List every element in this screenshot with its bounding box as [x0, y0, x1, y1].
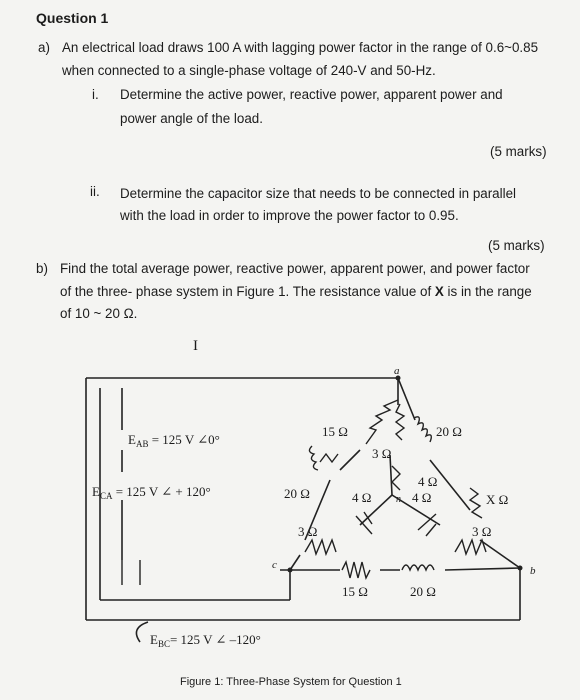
- part-a-i-line-1: Determine the active power, reactive power, apparent power and: [120, 87, 503, 102]
- part-a-i-marks: (5 marks): [490, 144, 547, 159]
- node-b-label: b: [530, 565, 536, 577]
- resistor-20-top-label: 20 Ω: [436, 424, 462, 439]
- resistor-3-right-label: 3 Ω: [472, 524, 492, 539]
- resistor-4-a-label: 4 Ω: [418, 474, 438, 489]
- part-a-i-line-2: power angle of the load.: [120, 111, 263, 126]
- part-a-ii-marks: (5 marks): [488, 238, 545, 253]
- resistor-15-top-label: 15 Ω: [322, 424, 348, 439]
- source-eca-label: $E_{CA} = 125$ V ∠ + 120°: [92, 484, 211, 501]
- part-a-i-label: i.: [92, 87, 99, 102]
- source-ebc-label: $E_{BC}= 125$ V ∠ –120°: [150, 632, 261, 649]
- node-c-label: c: [272, 559, 277, 571]
- resistor-4-c-label: 4 Ω: [412, 490, 432, 505]
- part-a-ii-line-1: Determine the capacitor size that needs to be connected in parallel: [120, 186, 517, 201]
- source-eab-label: $E_{AB} = 125$ V ∠0°: [128, 432, 220, 449]
- node-a-label: a: [394, 365, 400, 377]
- resistor-20-left-label: 20 Ω: [284, 486, 310, 501]
- neutral-n-label: n: [396, 494, 401, 505]
- part-a-ii-label: ii.: [90, 184, 100, 199]
- part-a-label: a): [38, 40, 50, 55]
- part-b-label: b): [36, 261, 48, 276]
- three-phase-circuit-diagram: [0, 330, 580, 700]
- part-a-ii-line-2: with the load in order to improve the power factor to 0.95.: [120, 208, 459, 223]
- figure-caption: Figure 1: Three-Phase System for Question 1: [180, 676, 402, 688]
- part-a-line-2: when connected to a single-phase voltage of 240-V and 50-Hz.: [62, 63, 436, 78]
- resistor-20-bottom-label: 20 Ω: [410, 584, 436, 599]
- text-cursor-icon: I: [193, 338, 198, 354]
- part-b-line-2: of the three- phase system in Figure 1. The resistance value of X is in the range: [60, 284, 532, 299]
- source-arrows: [122, 560, 140, 585]
- circuit-wires: [86, 378, 520, 642]
- resistor-15-bottom-label: 15 Ω: [342, 584, 368, 599]
- part-a-line-1: An electrical load draws 100 A with lagging power factor in the range of 0.6~0.85: [62, 40, 539, 55]
- resistor-4-b-label: 4 Ω: [352, 490, 372, 505]
- part-b-line-1: Find the total average power, reactive power, apparent power, and power factor: [60, 261, 530, 276]
- resistor-3-top-label: 3 Ω: [372, 446, 392, 461]
- question-title: Question 1: [36, 10, 109, 26]
- part-b-line-3: of 10 ~ 20 Ω.: [60, 306, 138, 321]
- resistor-3-left-label: 3 Ω: [298, 524, 318, 539]
- resistor-x-label: X Ω: [486, 492, 509, 507]
